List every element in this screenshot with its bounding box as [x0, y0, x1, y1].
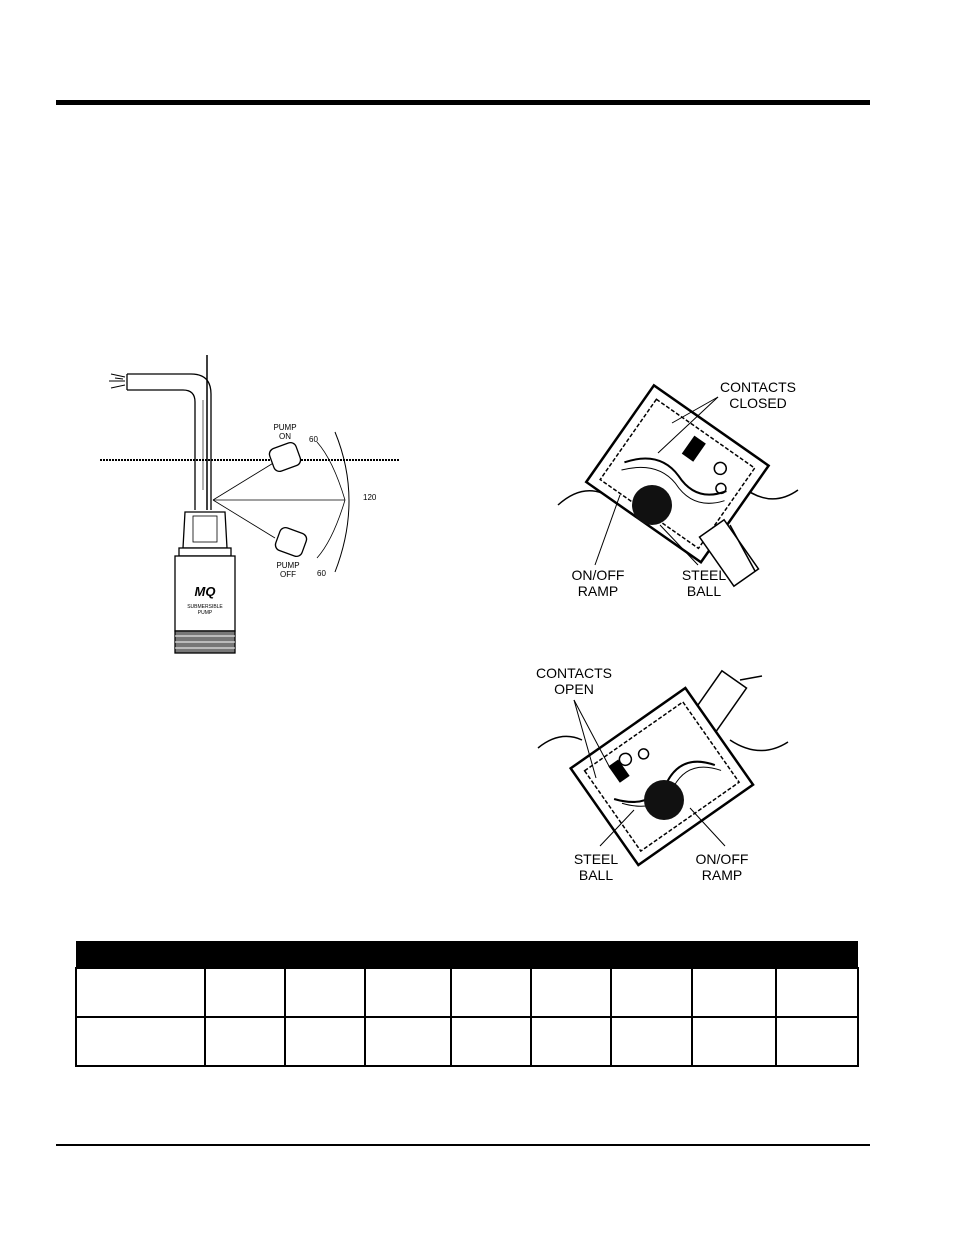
contacts-open-label-1: CONTACTS	[536, 665, 612, 681]
table-cell	[285, 1017, 365, 1066]
table-cell	[76, 968, 205, 1017]
table-cell	[205, 1017, 285, 1066]
table-cell	[76, 1017, 205, 1066]
table-cell	[692, 1017, 776, 1066]
table-cell	[285, 968, 365, 1017]
pump-body-text-2: PUMP	[197, 610, 213, 616]
pump-on-label-2: ON	[279, 432, 291, 441]
switch-open-diagram	[530, 660, 800, 890]
table-cell	[531, 968, 611, 1017]
ramp-open-label-2: RAMP	[701, 867, 743, 883]
steel-ball-icon	[632, 485, 672, 525]
pump-off-label-2: OFF	[280, 570, 296, 579]
steel-ball-open-icon	[644, 780, 684, 820]
ball-closed-label-2: BALL	[686, 583, 722, 599]
ramp-closed-label-1: ON/OFF	[571, 567, 625, 583]
contacts-closed-label-2: CLOSED	[729, 395, 787, 411]
table-cell	[365, 1017, 451, 1066]
table-cell	[531, 1017, 611, 1066]
discharge-pipe	[127, 374, 211, 510]
table-cell	[205, 968, 285, 1017]
footer-rule	[56, 1144, 870, 1146]
table-cell	[776, 968, 858, 1017]
pump-on-label-1: PUMP	[273, 423, 297, 432]
switch-housing	[586, 385, 768, 562]
table-cell	[365, 968, 451, 1017]
table-row	[76, 968, 858, 1017]
table-cell	[451, 968, 531, 1017]
ramp-closed-label-2: RAMP	[577, 583, 619, 599]
table-cell	[692, 968, 776, 1017]
pump-off-label-1: PUMP	[276, 561, 300, 570]
table-cell	[611, 968, 692, 1017]
ramp-open-label-1: ON/OFF	[695, 851, 749, 867]
angle-mid-label: 120	[363, 493, 377, 502]
float-on-icon	[268, 441, 303, 473]
pump-body-text-1: SUBMERSIBLE	[187, 604, 223, 610]
contacts-open-label-2: OPEN	[554, 681, 594, 697]
header-rule	[56, 100, 870, 105]
submersible-pump	[175, 512, 235, 653]
table-cell	[451, 1017, 531, 1066]
spec-table	[75, 941, 859, 1067]
brand-logo: MQ	[194, 584, 216, 599]
angle-top-label: 60	[309, 435, 318, 444]
ball-closed-label-1: STEEL	[681, 567, 727, 583]
switch-closed-diagram	[550, 375, 810, 605]
ball-open-label-2: BALL	[578, 867, 614, 883]
table-header-bar	[76, 941, 858, 968]
contacts-closed-label-1: CONTACTS	[720, 379, 796, 395]
angle-bottom-label: 60	[317, 569, 326, 578]
table-cell	[611, 1017, 692, 1066]
pump-float-diagram	[95, 350, 410, 660]
float-off-icon	[274, 526, 309, 558]
table-cell	[776, 1017, 858, 1066]
ball-open-label-1: STEEL	[573, 851, 619, 867]
table-row	[76, 1017, 858, 1066]
water-spray-icon	[109, 374, 125, 388]
